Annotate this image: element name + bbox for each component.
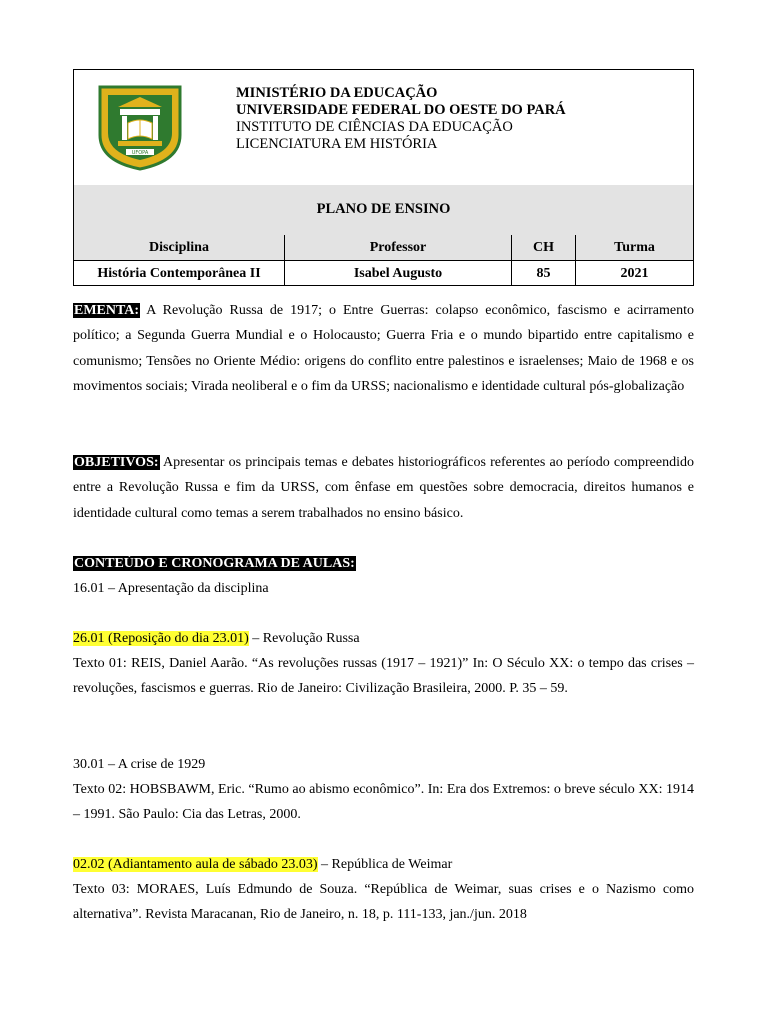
header-ch: CH — [512, 235, 576, 261]
header-professor: Professor — [285, 235, 512, 261]
university-name: UNIVERSIDADE FEDERAL DO OESTE DO PARÁ — [236, 102, 566, 118]
header-box — [73, 69, 694, 286]
cell-disciplina: História Contemporânea II — [74, 261, 285, 287]
class-3-reading-text: Texto 03: MORAES, Luís Edmundo de Souza. “República de Weimar, suas crises e o Nazismo como alternativa”. Revista Maracanan, Rio de Janeiro, n. 18, p. 111-133, jan./jun. 2018 — [73, 882, 694, 923]
class-2-reading-text: Texto 02: HOBSBAWM, Eric. “Rumo ao abismo econômico”. In: Era dos Extremos: o breve século XX: 1914 – 1991. São Paulo: Cia das Letras, 2000. — [73, 782, 694, 823]
class-3-title: – República de Weimar — [317, 857, 453, 872]
conteudo-label: CONTEÚDO E CRONOGRAMA DE AULAS: — [74, 556, 355, 571]
class-1-date-highlight: 26.01 (Reposição do dia 23.01) — [73, 631, 249, 646]
class-3-date-highlight: 02.02 (Adiantamento aula de sábado 23.03) — [73, 857, 318, 872]
university-logo — [96, 83, 184, 171]
ementa-label: EMENTA: — [74, 303, 140, 318]
intro-class — [73, 576, 694, 601]
objetivos-label: OBJETIVOS: — [74, 455, 159, 470]
institution-header — [74, 70, 693, 186]
class-2-heading-text: 30.01 – A crise de 1929 — [73, 757, 206, 772]
cell-professor: Isabel Augusto — [285, 261, 512, 287]
svg-text:UFOPA: UFOPA — [131, 150, 149, 156]
institution-lines — [236, 85, 566, 153]
class-1-title: – Revolução Russa — [248, 631, 360, 646]
ementa-section — [73, 298, 694, 399]
class-2-reading — [73, 777, 694, 828]
course-info-table — [74, 235, 693, 286]
table-header-row — [74, 235, 693, 261]
class-1-heading — [73, 626, 694, 651]
table-row — [74, 261, 693, 287]
course-name: LICENCIATURA EM HISTÓRIA — [236, 136, 438, 152]
class-1-reading-text: Texto 01: REIS, Daniel Aarão. “As revoluções russas (1917 – 1921)” In: O Século XX: o tempo das crises – revoluções, fascismos e guerras. Rio de Janeiro: Civilização Brasileira, 2000. P. 35 – 59. — [73, 656, 694, 697]
cell-ch: 85 — [512, 261, 576, 287]
plan-title: PLANO DE ENSINO — [316, 201, 451, 217]
plan-title-row — [74, 185, 693, 236]
objetivos-text: Apresentar os principais temas e debates historiográficos referentes ao período compreendido entre a Revolução Russa e fim da URSS, com ênfase em questões sobre democracia, direitos humanos e identidade cultural como temas a serem trabalhados no ensino básico. — [73, 455, 694, 521]
institute-name: INSTITUTO DE CIÊNCIAS DA EDUCAÇÃO — [236, 119, 513, 135]
cell-turma: 2021 — [576, 261, 694, 287]
ementa-text: A Revolução Russa de 1917; o Entre Guerras: colapso econômico, fascismo e acirramento político; a Segunda Guerra Mundial e o Holocausto; Guerra Fria e o mundo bipartido entre capitalismo e comunismo; Tensões no Oriente Médio: origens do conflito entre palestinos e israelenses; Maio de 1968 e os movimentos sociais; Virada neoliberal e o fim da URSS; nacionalismo e identidade cultural pós-globalização — [73, 303, 694, 394]
header-turma: Turma — [576, 235, 694, 261]
header-disciplina: Disciplina — [74, 235, 285, 261]
conteudo-section-heading — [73, 551, 694, 576]
class-1-reading — [73, 651, 694, 702]
ministry-name: MINISTÉRIO DA EDUCAÇÃO — [236, 85, 438, 101]
class-3-heading — [73, 852, 694, 877]
class-2-heading — [73, 752, 694, 777]
objetivos-section — [73, 450, 694, 526]
intro-class-text: 16.01 – Apresentação da disciplina — [73, 581, 269, 596]
class-3-reading — [73, 877, 694, 928]
